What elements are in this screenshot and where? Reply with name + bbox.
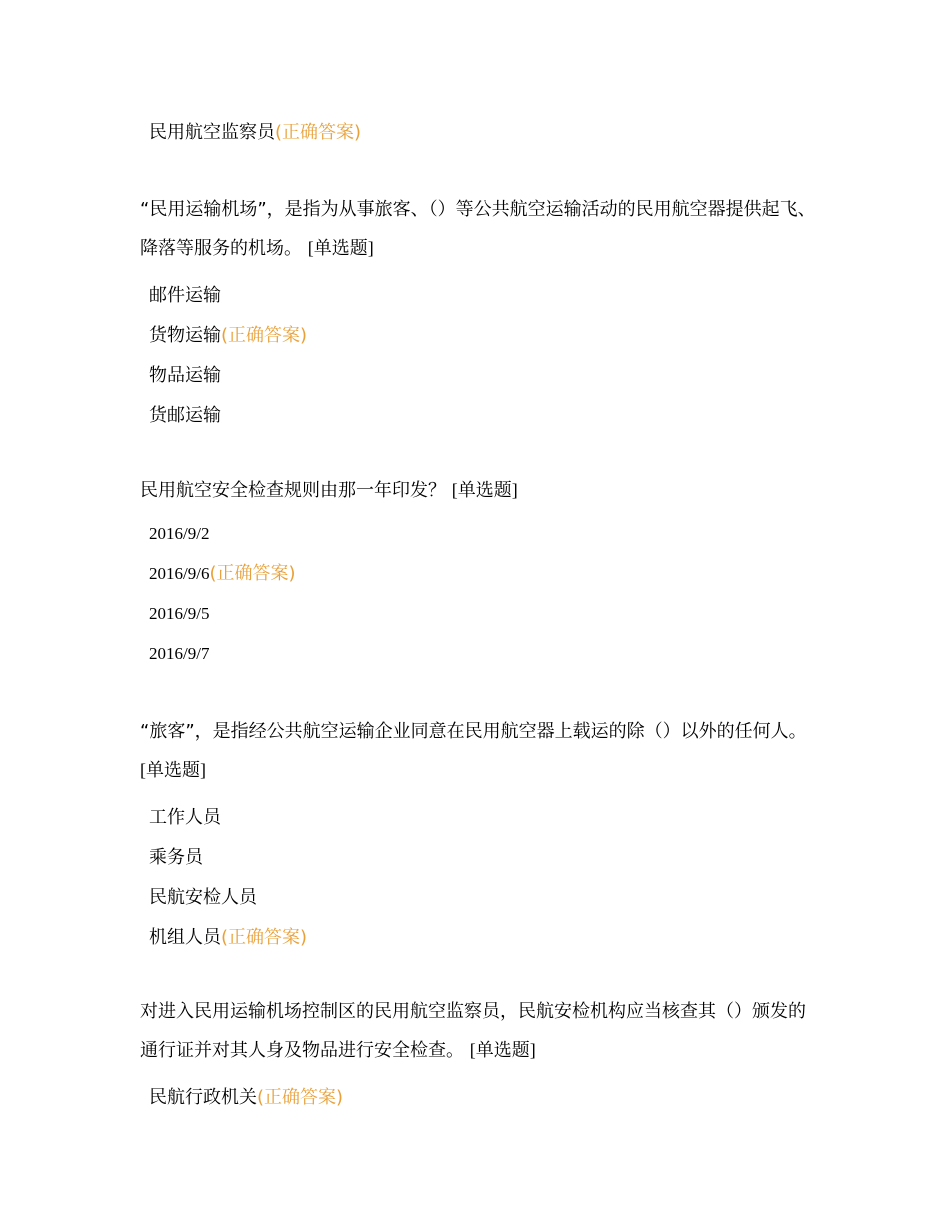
option-q2-3 — [140, 594, 820, 634]
option-q1-2 — [140, 316, 820, 356]
option-text: 工作人员 — [149, 807, 221, 828]
option-q2-4 — [140, 634, 820, 674]
option-text: 民航安检人员 — [149, 887, 257, 908]
question-text-3 — [140, 713, 820, 790]
option-q2-1 — [140, 514, 820, 554]
correct-answer-tag: (正确答案) — [209, 563, 296, 584]
question-stem: “旅客”，是指经公共航空运输企业同意在民用航空器上载运的除（）以外的任何人。 — [140, 721, 807, 742]
option-text: 民航行政机关 — [149, 1087, 257, 1108]
question-text-1 — [140, 191, 820, 268]
option-q0-1 — [140, 113, 820, 153]
option-text: 物品运输 — [149, 365, 221, 386]
option-text: 2016/9/2 — [149, 524, 210, 543]
option-q1-1 — [140, 276, 820, 316]
question-type: [单选题] — [469, 1040, 536, 1060]
option-text: 邮件运输 — [149, 285, 221, 306]
option-q2-2 — [140, 554, 820, 594]
question-type: [单选题] — [307, 238, 374, 258]
question-type: [单选题] — [140, 760, 206, 780]
option-q3-2 — [140, 838, 820, 878]
option-text: 货物运输 — [149, 325, 221, 346]
question-block-4 — [140, 993, 820, 1118]
question-block-2 — [140, 471, 820, 674]
question-block-1 — [140, 191, 820, 436]
option-q3-4 — [140, 918, 820, 958]
option-text: 乘务员 — [149, 847, 203, 868]
question-block-0 — [140, 113, 820, 153]
option-text: 2016/9/5 — [149, 604, 210, 623]
option-text: 2016/9/7 — [149, 644, 210, 663]
correct-answer-tag: (正确答案) — [257, 1087, 344, 1108]
option-text: 机组人员 — [149, 927, 221, 948]
option-text: 2016/9/6 — [149, 564, 210, 583]
option-q1-4 — [140, 396, 820, 436]
option-text: 货邮运输 — [149, 405, 221, 426]
option-q3-3 — [140, 878, 820, 918]
option-q4-1 — [140, 1078, 820, 1118]
option-text: 民用航空监察员 — [149, 122, 275, 143]
option-q3-1 — [140, 798, 820, 838]
correct-answer-tag: (正确答案) — [221, 927, 308, 948]
question-stem: 民用航空安全检查规则由那一年印发？ — [140, 480, 446, 501]
question-block-3 — [140, 713, 820, 958]
option-q1-3 — [140, 356, 820, 396]
correct-answer-tag: (正确答案) — [221, 325, 308, 346]
question-text-4 — [140, 993, 820, 1070]
question-stem: “民用运输机场”，是指为从事旅客、（）等公共航空运输活动的民用航空器提供起飞、降落等服务的机场。 — [140, 199, 816, 259]
question-text-2 — [140, 471, 820, 510]
question-stem: 对进入民用运输机场控制区的民用航空监察员，民航安检机构应当核查其（）颁发的通行证并对其人身及物品进行安全检查。 — [140, 1001, 806, 1061]
question-type: [单选题] — [451, 480, 518, 500]
correct-answer-tag: (正确答案) — [275, 122, 362, 143]
